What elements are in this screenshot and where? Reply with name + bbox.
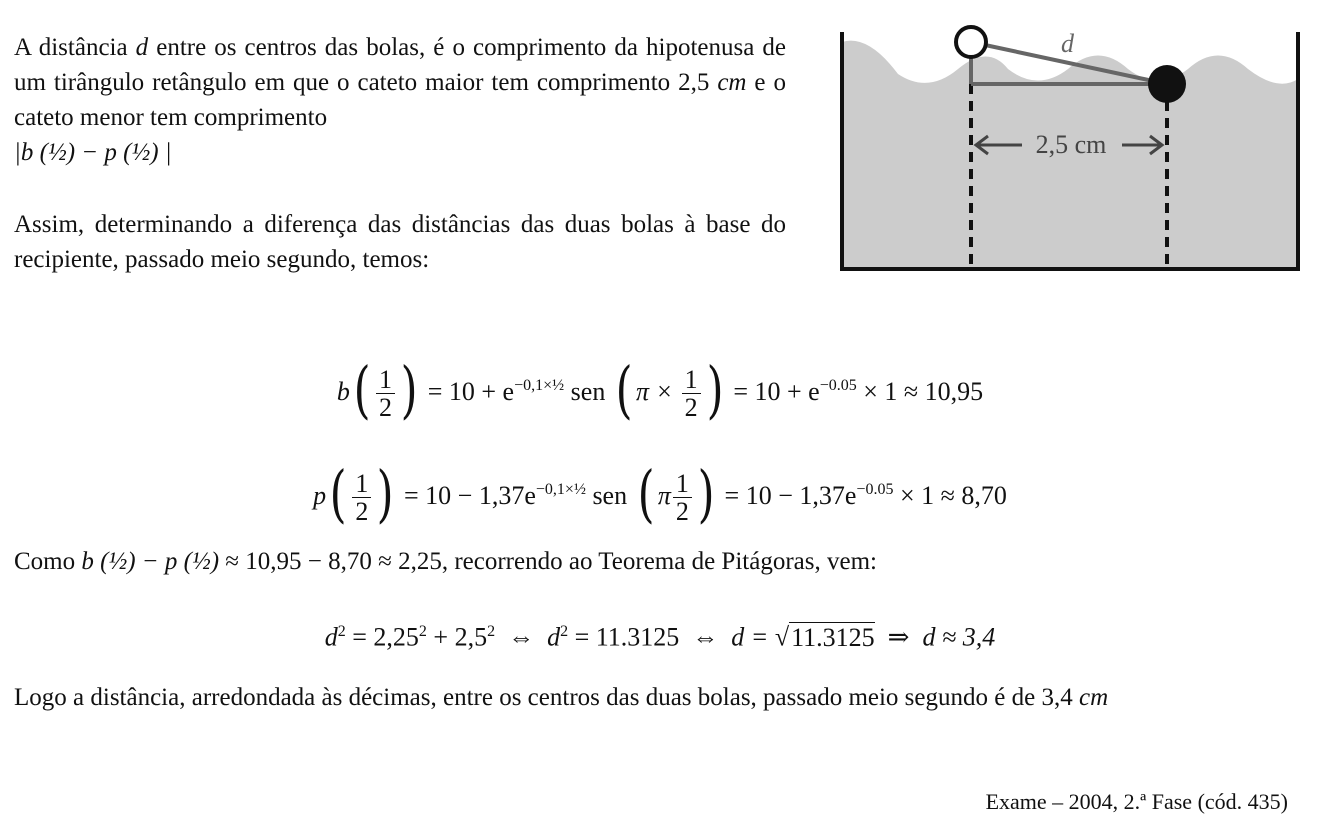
- eq-segment: = 10 − 1,37e: [397, 480, 536, 510]
- eq-radicand: 11.3125: [791, 622, 875, 652]
- eq-iff: ⇔: [495, 622, 548, 652]
- difference-expression: b (½) − p (½): [81, 548, 220, 575]
- eq-segment: sen: [585, 480, 634, 510]
- eq-segment: d: [547, 622, 561, 652]
- eq-segment: = 10 + e: [421, 376, 515, 406]
- text-segment: ≈ 10,95 − 8,70 ≈ 2,25, recorrendo ao Teorema de Pitágoras, vem:: [219, 548, 877, 575]
- eq-exponent: −0.05: [856, 481, 894, 499]
- paragraph-assim: Assim, determinando a diferença das distâncias das duas bolas à base do recipiente, passado meio segundo, temos:: [14, 211, 786, 273]
- cathetus-expression: |b (½) − p (½) |: [14, 139, 172, 166]
- label-d: d: [1061, 29, 1074, 58]
- eq-exponent: −0,1×½: [514, 377, 565, 395]
- eq-segment: d: [324, 622, 338, 652]
- source-footer: Exame – 2004, 2.ª Fase (cód. 435): [985, 789, 1288, 814]
- eq-segment: = 10 + e: [726, 376, 820, 406]
- eq-iff: ⇔: [679, 622, 732, 652]
- eq-segment: = 2,25: [345, 622, 419, 652]
- text-segment: Logo a distância, arredondada às décimas, entre os centros das duas bolas, passado meio segundo é de 3,4: [14, 684, 1079, 711]
- eq-segment: π ×: [636, 376, 680, 406]
- text-segment: entre os centros das bolas, é o comprimento da hipotenusa de um tirângulo retângulo em que o cateto maior tem comprimento 2,5: [14, 34, 787, 96]
- eq-segment: π: [657, 480, 671, 510]
- ball-top-icon: [956, 27, 986, 57]
- paragraph-como: [14, 544, 1314, 579]
- eq-segment: = 11.3125: [568, 622, 680, 652]
- equation-b: b( $\frac{1}{2}$ ) = $10 + e^{-0,1\times\frac{1}{2}}$ sen ( π × $\frac{1}{2}$ ) = $10 + e^{-0.05} \times 1 \approx 10,95$: [336, 352, 984, 426]
- text-segment: Como: [14, 548, 82, 575]
- label-distance: 2,5 cm: [1035, 130, 1107, 159]
- text-segment: A distância: [14, 34, 136, 61]
- equation-d: $d^2 = 2,25^2 + 2,5^2$ ⇔ $d^2 = 11.3125$ ⇔ d = √11.3125 ⇒ d ≈ 3,4: [324, 622, 996, 652]
- paragraph-conclusion: [14, 680, 1304, 715]
- eq-segment: = 10 − 1,37e: [718, 480, 857, 510]
- ball-bottom-icon: [1148, 65, 1186, 103]
- unit-cm: cm: [717, 69, 747, 96]
- unit-cm: cm: [1078, 684, 1109, 711]
- eq-result: d ≈ 3,4: [922, 622, 996, 652]
- container-diagram: [838, 24, 1304, 276]
- eq-implies: ⇒: [874, 622, 923, 652]
- eq-segment: sen: [564, 376, 612, 406]
- eq-segment: × 1 ≈ 8,70: [893, 480, 1007, 510]
- eq-fn: p: [313, 480, 327, 510]
- eq-exponent: −0.05: [819, 377, 857, 395]
- eq-exponent: −0,1×½: [535, 481, 586, 499]
- eq-segment: × 1 ≈ 10,95: [856, 376, 984, 406]
- paragraph-intro: [14, 30, 786, 170]
- equation-p: p( $\frac{1}{2}$ ) = $10 - 1,37e^{-0,1\times\frac{1}{2}}$ sen ( π $\frac{1}{2}$ ) = $10 - 1,37e^{-0.05} \times 1 \approx 8,70$: [313, 456, 1007, 530]
- text-segment: e o cateto menor tem comprimento: [14, 69, 786, 131]
- eq-fn: b: [336, 376, 350, 406]
- eq-segment: + 2,5: [426, 622, 488, 652]
- eq-segment: d = √: [731, 622, 790, 652]
- var-d: d: [135, 34, 149, 61]
